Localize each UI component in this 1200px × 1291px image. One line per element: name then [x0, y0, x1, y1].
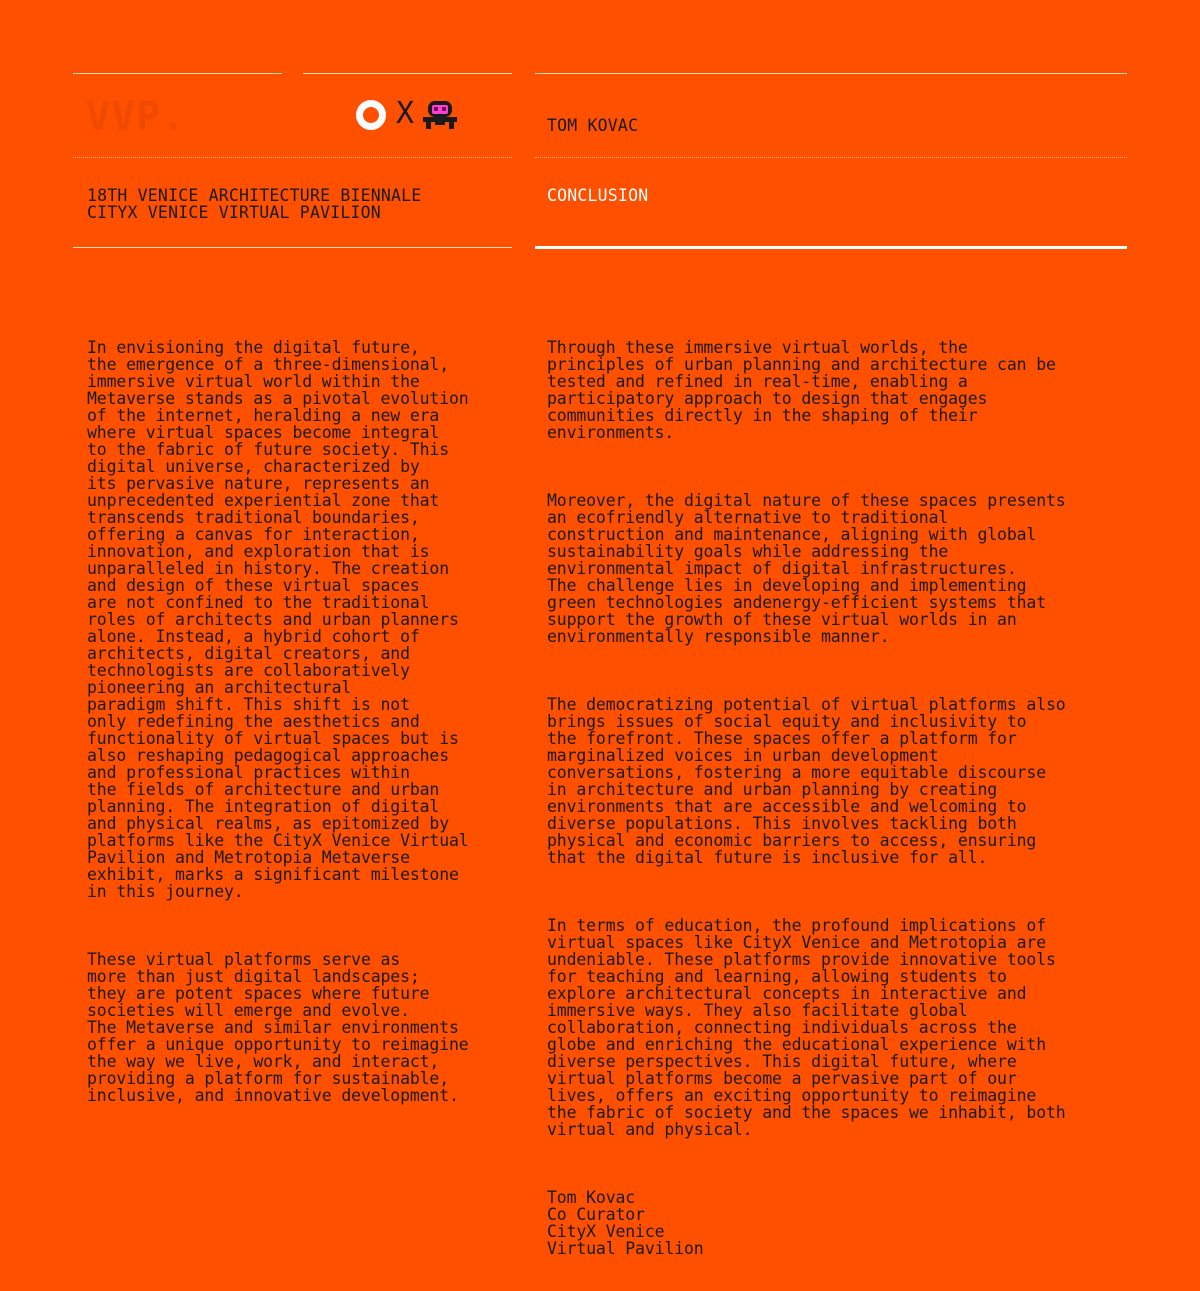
signature: Tom Kovac Co Curator CityX Venice Virtual Pavilion: [547, 1188, 704, 1258]
top-rule-2: [303, 73, 512, 74]
right-paragraph-1: Through these immersive virtual worlds, the principles of urban planning and architecture can be tested and refined in real-time, enabling a participatory approach to design that engages communities directly in the shaping of their environments.: [547, 338, 1056, 442]
top-rule-3: [535, 73, 1127, 74]
event-line-2: CITYX VENICE VIRTUAL PAVILION: [87, 203, 381, 222]
left-paragraph-2: These virtual platforms serve as more than just digital landscapes; they are potent spaces where future societies will emerge and evolve. The Metaverse and similar environments offer a unique opportunity to reimagine the way we live, work, and interact, providing a platform for sustainable, inclusive, and innovative development.: [87, 950, 469, 1105]
dotted-rule-left: [73, 157, 512, 158]
partner-logos: [354, 98, 458, 132]
right-paragraph-3: The democratizing potential of virtual platforms also brings issues of social equity and inclusivity to the forefront. These spaces offer a platform for marginalized voices in urban development conversations, fostering a more equitable discourse in architecture and urban planning by creating environments that are accessible and welcoming to diverse populations. This involves tackling both physical and economic barriers to access, ensuring that the digital future is inclusive for all.: [547, 695, 1066, 867]
author-name: TOM KOVAC: [547, 116, 639, 135]
left-paragraph-1: In envisioning the digital future, the emergence of a three-dimensional, immersive virtual world within the Metaverse stands as a pivotal evolution of the internet, heralding a new era where virtual spaces become integral to the fabric of future society. This digital universe, characterized by its pervasive nature, represents an unprecedented experiential zone that transcends traditional boundaries, offering a canvas for interaction, innovation, and exploration that is unparalleled in history. The creation and design of these virtual spaces are not confined to the traditional roles of architects and urban planners alone. Instead, a hybrid cohort of architects, digital creators, and technologists are collaboratively pioneering an architectural paradigm shift. This shift is not only redefining the aesthetics and functionality of virtual spaces but is also reshaping pedagogical approaches and professional practices within the fields of architecture and urban planning. The integration of digital and physical realms, as epitomized by platforms like the CityX Venice Virtual Pavilion and Metrotopia Metaverse exhibit, marks a significant milestone in this journey.: [87, 338, 469, 901]
right-paragraph-2: Moreover, the digital nature of these spaces presents an ecofriendly alternative to traditional construction and maintenance, aligning with global sustainability goals while addressing the environmental impact of digital infrastructures. The challenge lies in developing and implementing green technologies andenergy-efficient systems that support the growth of these virtual worlds in an environmentally responsible manner.: [547, 491, 1066, 646]
vvp-logo: VVP.: [86, 94, 187, 140]
top-rule-1: [73, 73, 282, 74]
section-underline: [535, 246, 1127, 249]
event-line-1: 18TH VENICE ARCHITECTURE BIENNALE: [87, 186, 422, 205]
section-title: CONCLUSION: [547, 186, 649, 205]
ring-logo-icon: [354, 98, 388, 132]
robot-logo-icon: [422, 99, 458, 131]
header-bottom-rule-left: [73, 247, 512, 248]
right-paragraph-4: In terms of education, the profound implications of virtual spaces like CityX Venice and Metrotopia are undeniable. These platforms provide innovative tools for teaching and learning, allowing students to explore architectural concepts in interactive and immersive ways. They also facilitate global collaboration, connecting individuals across the globe and enriching the educational experience with diverse perspectives. This digital future, where virtual platforms become a pervasive part of our lives, offers an exciting opportunity to reimagine the fabric of society and the spaces we inhabit, both virtual and physical.: [547, 916, 1066, 1139]
partner-separator: X: [396, 96, 415, 131]
right-column: [547, 305, 1066, 1291]
dotted-rule-right: [535, 157, 1127, 158]
left-column: [87, 305, 469, 1138]
